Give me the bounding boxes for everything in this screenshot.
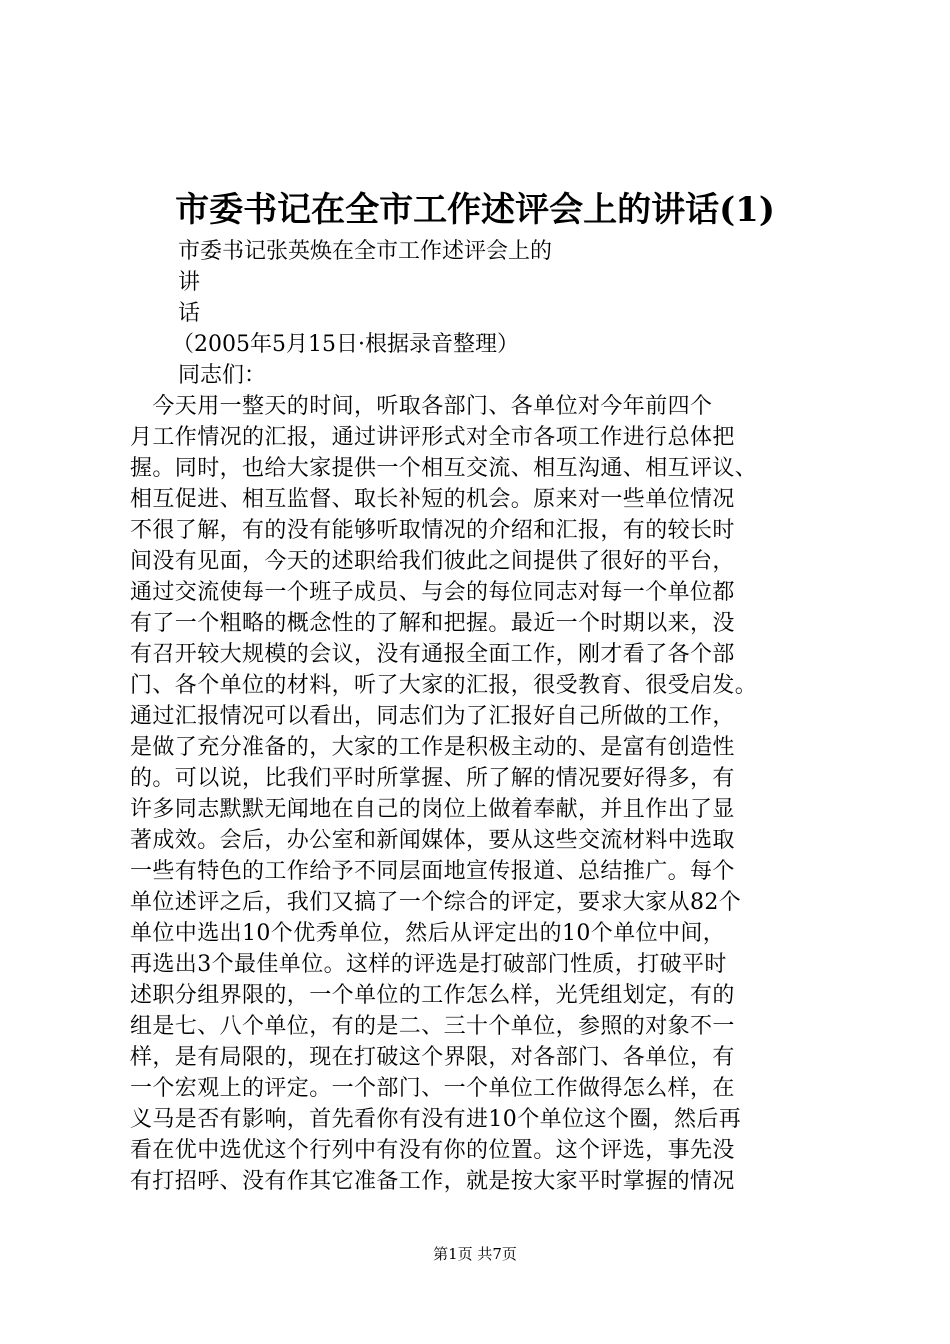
body-text-line: 有了一个粗略的概念性的了解和把握。最近一个时期以来，没: [130, 611, 735, 636]
body-text-line: 义马是否有影响，首先看你有没有进10个单位这个圈，然后再: [130, 1107, 742, 1132]
body-text-line: 月工作情况的汇报，通过讲评形式对全市各项工作进行总体把: [130, 425, 735, 450]
speech-heading-line-3: 话: [178, 301, 201, 326]
body-text-line: 一些有特色的工作给予不同层面地宣传报道、总结推广。每个: [130, 859, 735, 884]
body-text-line: 述职分组界限的，一个单位的工作怎么样，光凭组划定，有的: [130, 983, 735, 1008]
body-text-line: 有召开较大规模的会议，没有通报全面工作，刚才看了各个部: [130, 642, 735, 667]
body-text-line: 不很了解，有的没有能够听取情况的介绍和汇报，有的较长时: [130, 518, 735, 543]
body-text-line: 样，是有局限的，现在打破这个界限，对各部门、各单位，有: [130, 1045, 735, 1070]
salutation: 同志们：: [178, 363, 267, 388]
body-text-line: 有打招呼、没有作其它准备工作，就是按大家平时掌握的情况: [130, 1169, 735, 1194]
speech-body: [130, 391, 850, 1197]
body-text-line: 许多同志默默无闻地在自己的岗位上做着奉献，并且作出了显: [130, 797, 735, 822]
body-text-line: 通过汇报情况可以看出，同志们为了汇报好自己所做的工作，: [130, 704, 735, 729]
body-text-line: 相互促进、相互监督、取长补短的机会。原来对一些单位情况: [130, 487, 735, 512]
speech-heading-line-1: 市委书记张英焕在全市工作述评会上的: [178, 239, 553, 264]
body-text-line: 间没有见面，今天的述职给我们彼此之间提供了很好的平台，: [130, 549, 735, 574]
document-title: 市委书记在全市工作述评会上的讲话(1): [175, 190, 775, 230]
body-text-line: 单位中选出10个优秀单位，然后从评定出的10个单位中间，: [130, 921, 726, 946]
body-text-line: 的。可以说，比我们平时所掌握、所了解的情况要好得多，有: [130, 766, 735, 791]
speech-header: [172, 236, 553, 391]
speech-date-note: （2005年5月15日·根据录音整理）: [172, 332, 519, 357]
page-number-footer: 第1页 共7页: [433, 1245, 517, 1263]
body-text-line: 著成效。会后，办公室和新闻媒体，要从这些交流材料中选取: [130, 828, 735, 853]
body-text-line: 门、各个单位的材料，听了大家的汇报，很受教育、很受启发。: [130, 673, 758, 698]
body-text-line: 再选出3个最佳单位。这样的评选是打破部门性质，打破平时: [130, 952, 727, 977]
body-text-line: 握。同时，也给大家提供一个相互交流、相互沟通、相互评议、: [130, 456, 758, 481]
speech-heading-line-2: 讲: [178, 270, 201, 295]
body-text-line: 单位述评之后，我们又搞了一个综合的评定，要求大家从82个: [130, 890, 742, 915]
body-text-line: 一个宏观上的评定。一个部门、一个单位工作做得怎么样，在: [130, 1076, 735, 1101]
body-text-line: 看在优中选优这个行列中有没有你的位置。这个评选，事先没: [130, 1138, 735, 1163]
body-text-line: 组是七、八个单位，有的是二、三十个单位，参照的对象不一: [130, 1014, 735, 1039]
body-text-line: 今天用一整天的时间，听取各部门、各单位对今年前四个: [130, 394, 713, 419]
body-text-line: 通过交流使每一个班子成员、与会的每位同志对每一个单位都: [130, 580, 735, 605]
body-text-line: 是做了充分准备的，大家的工作是积极主动的、是富有创造性: [130, 735, 735, 760]
